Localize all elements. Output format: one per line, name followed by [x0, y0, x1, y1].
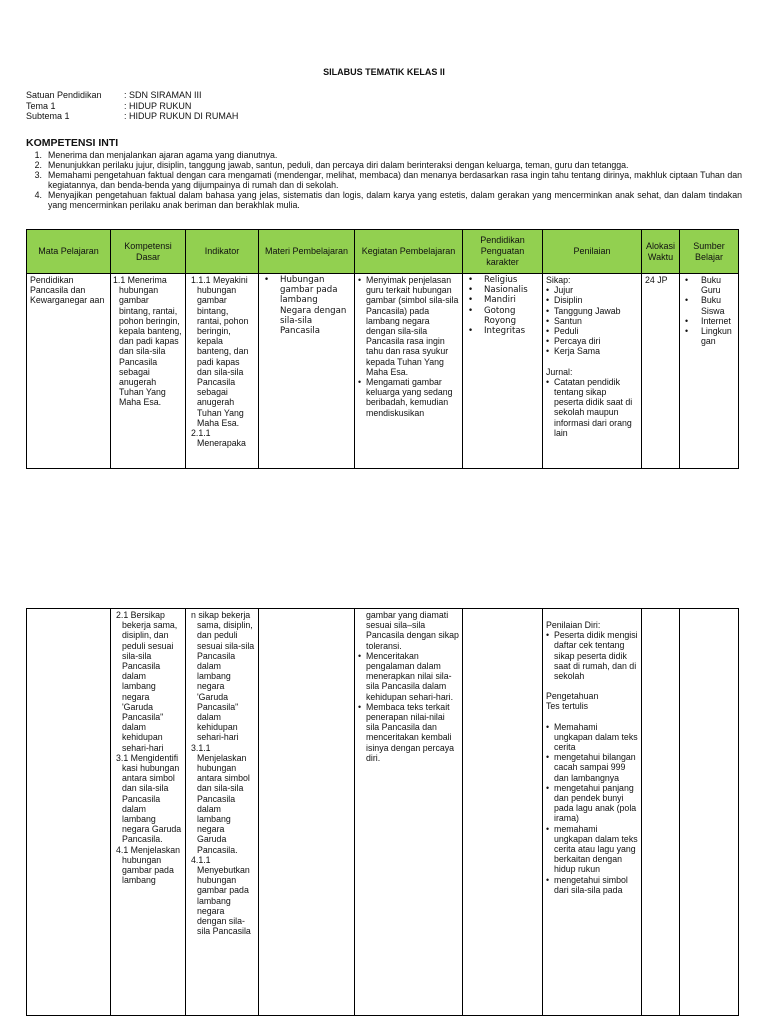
syllabus-table-part-2: [26, 608, 739, 1016]
meta-value: : HIDUP RUKUN DI RUMAH: [124, 111, 239, 121]
page-title: SILABUS TEMATIK KELAS II: [323, 67, 445, 77]
sikap-list: [546, 285, 638, 356]
cell-sumber: [680, 274, 739, 469]
list-item: • Menceritakan pengalaman dalam menerapkan nilai sila-sila Pancasila dalam kehidupan sehari-hari.: [358, 651, 459, 702]
tes-label: Tes tertulis: [546, 701, 589, 712]
kd-text: 4.1 Menjelaskan hubungan gambar pada lambang: [116, 844, 181, 886]
list-item: • Lingkun gan: [683, 326, 735, 346]
list-item: • mengetahui simbol dari sila-sila pada: [546, 875, 638, 895]
meta-key: Subtema 1: [26, 111, 70, 121]
school-meta: [26, 90, 238, 122]
table-row: [27, 609, 739, 1016]
cell-karakter: [463, 609, 543, 1016]
cell-materi: [259, 609, 355, 1016]
cell-kd: 1.1 Menerima hubungan gambar bintang, rantai, pohon beringin, kepala banteng, dan padi kapas dan sila-sila Pancasila sebagai anugerah Tuhan Yang Maha Esa.: [111, 274, 186, 469]
ki-text: Menunjukkan perilaku jujur, disiplin, tanggung jawab, santun, peduli, dan percaya diri dalam berinteraksi dengan keluarga, teman, guru dan tetangga.: [48, 160, 629, 170]
indikator-text: 4.1.1 Menyebutkan hubungan gambar pada lambang negara dengan sila-sila Pancasila: [191, 854, 251, 937]
list-item: • Peduli: [546, 326, 638, 336]
col-header-alokasi: Alokasi Waktu: [642, 230, 680, 274]
col-header-mata-pelajaran: Mata Pelajaran: [27, 230, 111, 274]
list-item: • Religius: [466, 275, 539, 285]
kd-text: 2.1 Bersikap bekerja sama, disiplin, dan peduli sesuai sila-sila Pancasila dalam lambang negara 'Garuda Pancasila" dalam kehidupan sehari-hari: [116, 610, 178, 753]
meta-value: : SDN SIRAMAN III: [124, 90, 202, 100]
list-item: • Membaca teks terkait penerapan nilai-nilai sila Pancasila dan menceritakan kembali isinya dengan percaya diri.: [358, 702, 459, 763]
col-header-kegiatan: Kegiatan Pembelajaran: [355, 230, 463, 274]
indikator-text: 3.1.1 Menjelaskan hubungan antara simbol dan sila-sila Pancasila dalam lambang negara Garuda Pancasila.: [191, 742, 250, 855]
col-header-sumber: Sumber Belajar: [680, 230, 739, 274]
table-row: [27, 274, 739, 469]
cell-karakter: [463, 274, 543, 469]
list-item: • Peserta didik mengisi daftar cek tentang sikap peserta didik saat di rumah, dan di sekolah: [546, 630, 638, 681]
sumber-list: [683, 275, 735, 346]
ki-item: [26, 150, 742, 160]
cell-indikator: [186, 609, 259, 1016]
list-item: • Kerja Sama: [546, 346, 638, 356]
kd-text: 3.1 Mengidentifi kasi hubungan antara simbol dan sila-sila Pancasila dalam lambang negara Garuda Pancasila.: [116, 752, 182, 845]
list-item: • mengetahui panjang dan pendek bunyi pada lagu anak (pola irama): [546, 783, 638, 824]
col-header-indikator: Indikator: [186, 230, 259, 274]
ki-text: Menyajikan pengetahuan faktual dalam bahasa yang jelas, sistematis dan logis, dalam karya yang estetis, dalam gerakan yang mencerminkan anak sehat, dan dalam tindakan yang mencerminkan perilaku anak beriman dan berakhlak mulia.: [48, 190, 742, 210]
list-item: • Disiplin: [546, 295, 638, 305]
cell-materi: [259, 274, 355, 469]
cell-mapel: Pendidikan Pancasila dan Kewarganegar aan: [27, 274, 111, 469]
ki-number: 4.: [34, 190, 42, 200]
list-item: • Mengamati gambar keluarga yang sedang beribadah, kemudian mendiskusikan: [358, 377, 459, 418]
meta-row-tema: [26, 101, 238, 112]
kompetensi-inti-heading: KOMPETENSI INTI: [26, 137, 119, 149]
karakter-list: [466, 275, 539, 336]
cell-alokasi: 24 JP: [642, 274, 680, 469]
indikator-text: 2.1.1 Menerapaka: [191, 428, 246, 449]
list-item: • Nasionalis: [466, 285, 539, 295]
indikator-text: n sikap bekerja sama, disiplin, dan peduli sesuai sila-sila Pancasila dalam lambang negara 'Garuda Pancasila" dalam kehidupan sehari-hari: [191, 610, 255, 743]
ki-item: [26, 170, 742, 190]
list-item: • memahami ungkapan dalam teks cerita atau lagu yang berkaitan dengan hidup rukun: [546, 824, 638, 875]
list-item: • Jujur: [546, 285, 638, 295]
ki-text: Memahami pengetahuan faktual dengan cara mengamati (mendengar, melihat, membaca) dan menanya berdasarkan rasa ingin tahu tentang dirinya, makhluk ciptaan Tuhan dan kegiatannya, dan benda-benda yang dijumpainya di rumah dan di sekolah.: [48, 170, 742, 190]
penilaian-diri-list: [546, 630, 638, 681]
ki-number: 2.: [34, 160, 42, 170]
sikap-label: Sikap:: [546, 275, 571, 285]
list-item: • Mandiri: [466, 295, 539, 305]
pengetahuan-label: Pengetahuan: [546, 691, 599, 702]
materi-list: [262, 275, 351, 336]
list-item: • Buku Siswa: [683, 295, 735, 315]
ki-item: [26, 190, 742, 210]
list-item: • Catatan pendidik tentang sikap peserta didik saat di sekolah maupun informasi dari orang lain: [546, 377, 638, 438]
list-item: • Menyimak penjelasan guru terkait hubungan gambar (simbol sila-sila Pancasila) pada lambang negara dengan sila-sila Pancasila rasa ingin tahu dan rasa syukur kepada Tuhan Yang Maha Esa.: [358, 275, 459, 377]
list-item: • Hubungan gambar pada lambang Negara dengan sila-sila Pancasila: [262, 275, 351, 336]
list-item: • Gotong Royong: [466, 306, 539, 326]
meta-value: : HIDUP RUKUN: [124, 100, 192, 111]
cell-mapel: [27, 609, 111, 1016]
cell-kegiatan: [355, 274, 463, 469]
cell-sumber: [680, 609, 739, 1016]
cell-penilaian: [543, 274, 642, 469]
col-header-kompetensi-dasar: Kompetensi Dasar: [111, 230, 186, 274]
ki-item: [26, 160, 742, 170]
cell-kd: [111, 609, 186, 1016]
kegiatan-list: [358, 651, 459, 763]
list-item: • Internet: [683, 316, 735, 326]
table-header-row: [27, 230, 739, 274]
list-item: • Buku Guru: [683, 275, 735, 295]
indikator-text: 1.1.1 Meyakini hubungan gambar bintang, rantai, pohon beringin, kepala banteng, dan padi kapas dan sila-sila Pancasila sebagai anugerah Tuhan Yang Maha Esa.: [191, 275, 249, 428]
ki-number: 3.: [34, 170, 42, 180]
kompetensi-inti-list: [26, 150, 742, 210]
cell-indikator: [186, 274, 259, 469]
tes-list: [546, 722, 638, 895]
meta-key: Satuan Pendidikan: [26, 90, 102, 100]
jurnal-list: [546, 377, 638, 438]
meta-key: Tema 1: [26, 100, 56, 111]
list-item: • Memahami ungkapan dalam teks cerita: [546, 722, 638, 753]
col-header-karakter: Pendidikan Penguatan karakter: [463, 230, 543, 274]
penilaian-diri-label: Penilaian Diri:: [546, 620, 601, 630]
kegiatan-list: [358, 275, 459, 418]
jurnal-label: Jurnal:: [546, 366, 573, 377]
meta-row-subtema: [26, 111, 238, 122]
col-header-penilaian: Penilaian: [543, 230, 642, 274]
list-item: • Percaya diri: [546, 336, 638, 346]
cell-alokasi: [642, 609, 680, 1016]
list-item: • mengetahui bilangan cacah sampai 999 dan lambangnya: [546, 752, 638, 783]
list-item: • Integritas: [466, 326, 539, 336]
ki-number: 1.: [34, 150, 42, 160]
list-item: • Santun: [546, 316, 638, 326]
list-item: • Tanggung Jawab: [546, 306, 638, 316]
cell-penilaian: [543, 609, 642, 1016]
meta-row-satuan: [26, 90, 238, 101]
col-header-materi: Materi Pembelajaran: [259, 230, 355, 274]
kegiatan-continuation: gambar yang diamati sesuai sila–sila Pancasila dengan sikap toleransi.: [366, 610, 459, 651]
ki-text: Menerima dan menjalankan ajaran agama yang dianutnya.: [48, 150, 278, 160]
syllabus-table-part-1: [26, 229, 739, 469]
cell-kegiatan: [355, 609, 463, 1016]
